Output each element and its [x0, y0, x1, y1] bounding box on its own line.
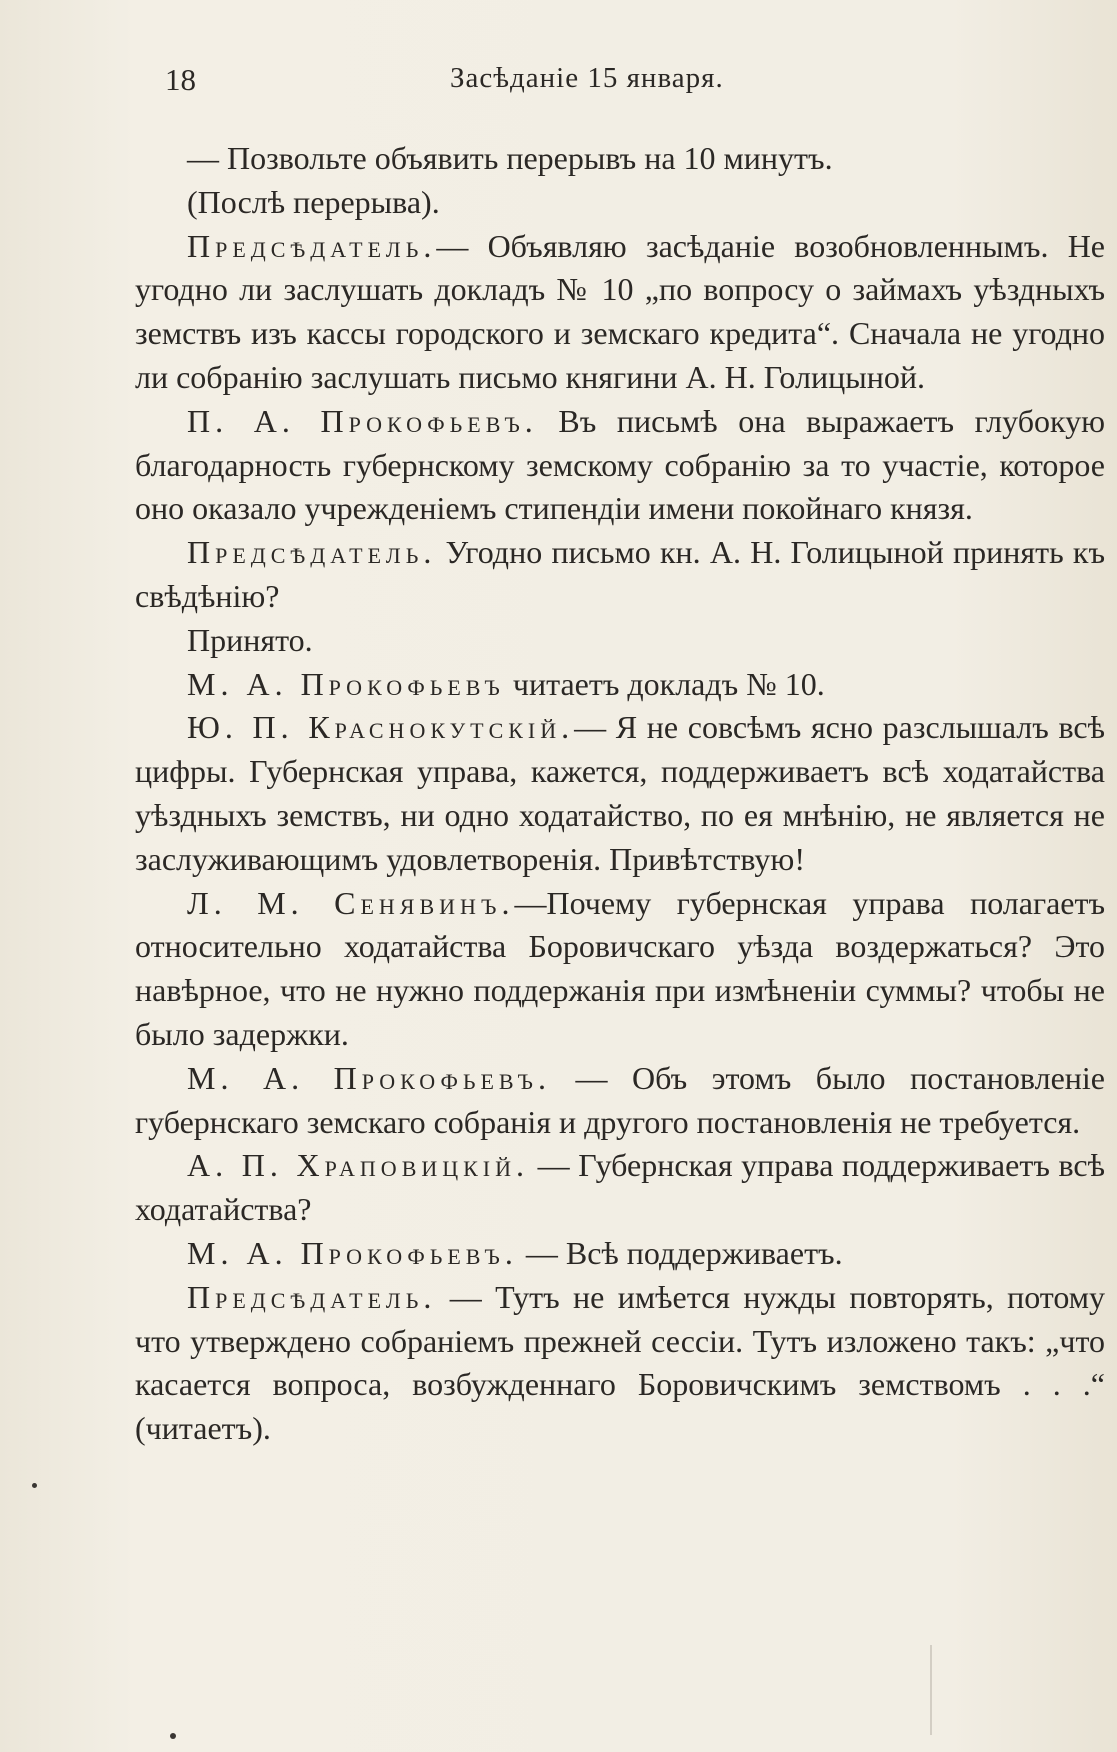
paragraph-text: — Всѣ поддерживаетъ.	[517, 1234, 843, 1271]
paragraph	[135, 706, 1105, 881]
paragraph-text: (Послѣ перерыва).	[187, 183, 440, 220]
speaker-name: М. А. Прокофьевъ.	[187, 1234, 518, 1271]
page-number: 18	[165, 62, 196, 97]
speaker-name: А. П. Храповицкій.	[187, 1147, 530, 1184]
paragraph	[135, 1057, 1105, 1145]
speaker-name: Ю. П. Краснокутскій.	[187, 709, 575, 746]
paragraph-text: — Позвольте объявить перерывъ на 10 минутъ.	[187, 140, 833, 176]
paragraph-text: Въ письмѣ она выражаетъ глубокую благодарность губернскому земскому собранію за то участіе, которое оно оказало учрежденіемъ стипендіи имени покойнаго князя.	[135, 402, 1106, 527]
paragraph	[135, 137, 1105, 181]
paragraph	[135, 619, 1105, 663]
paragraph	[135, 181, 1105, 225]
paragraph-text: — Объявляю засѣданіе возобновленнымъ. Не угодно ли заслушать докладъ № 10 „по вопросу о займахъ уѣздныхъ земствъ изъ кассы городского и земскаго кредита“. Сначала не угодно ли собранію заслушать письмо княгини А. Н. Голицыной.	[135, 227, 1105, 395]
bleed-through-mark	[930, 1645, 1072, 1735]
speaker-name: Л. М. Сенявинъ.	[187, 884, 515, 921]
ink-speck	[170, 1733, 176, 1739]
paragraph-text: —Почему губернская управа полагаетъ относительно ходатайства Боровичскаго уѣзда воздержаться? Это навѣрное, что не нужно поддержанія при измѣненіи суммы? чтобы не было задержки.	[135, 884, 1106, 1052]
ink-speck	[32, 1483, 37, 1488]
speaker-name: М. А. Прокофьевъ.	[187, 1059, 551, 1096]
paragraph	[135, 400, 1105, 531]
speaker-name: Предсѣдатель.	[187, 534, 437, 571]
paragraph-text: Принято.	[187, 621, 313, 658]
speaker-name: П. А. Прокофьевъ.	[187, 402, 538, 439]
paragraph	[135, 531, 1105, 619]
paragraph-text: Угодно письмо кн. А. Н. Голицыной принять къ свѣдѣнію?	[135, 534, 1105, 614]
paragraph-text: читаетъ докладъ № 10.	[504, 665, 825, 702]
paragraph	[135, 1232, 1105, 1276]
paragraph-text: — Я не совсѣмъ ясно разслышалъ всѣ цифры. Губернская управа, кажется, поддерживаетъ всѣ ходатайства уѣздныхъ земствъ, ни одно ходатайство, по ея мнѣнію, не является не заслуживающимъ удовлетворенія. Привѣтствую!	[135, 709, 1105, 877]
running-title: Засѣданіе 15 января.	[450, 62, 724, 94]
speaker-name: Предсѣдатель.	[187, 1278, 437, 1315]
paragraph-text: — Губернская управа поддерживаетъ всѣ ходатайства?	[135, 1147, 1106, 1228]
paragraph-text: — Объ этомъ было постановленіе губернскаго земскаго собранія и другого постановленія не требуется.	[135, 1059, 1106, 1140]
paragraph-text: — Тутъ не имѣется нужды повторять, потому что утверждено собраніемъ прежней сессіи. Тутъ изложено такъ: „что касается вопроса, возбужденнаго Боровичскимъ земствомъ . . .“ (читаетъ).	[135, 1278, 1105, 1447]
paragraph	[135, 1144, 1105, 1232]
page-body	[135, 137, 1105, 1451]
speaker-name: М. А. Прокофьевъ	[187, 665, 505, 702]
paragraph	[135, 663, 1105, 707]
paragraph	[135, 882, 1105, 1057]
speaker-name: Предсѣдатель.	[187, 227, 437, 264]
paragraph	[135, 225, 1105, 400]
paragraph	[135, 1276, 1105, 1451]
page-header	[165, 62, 805, 102]
